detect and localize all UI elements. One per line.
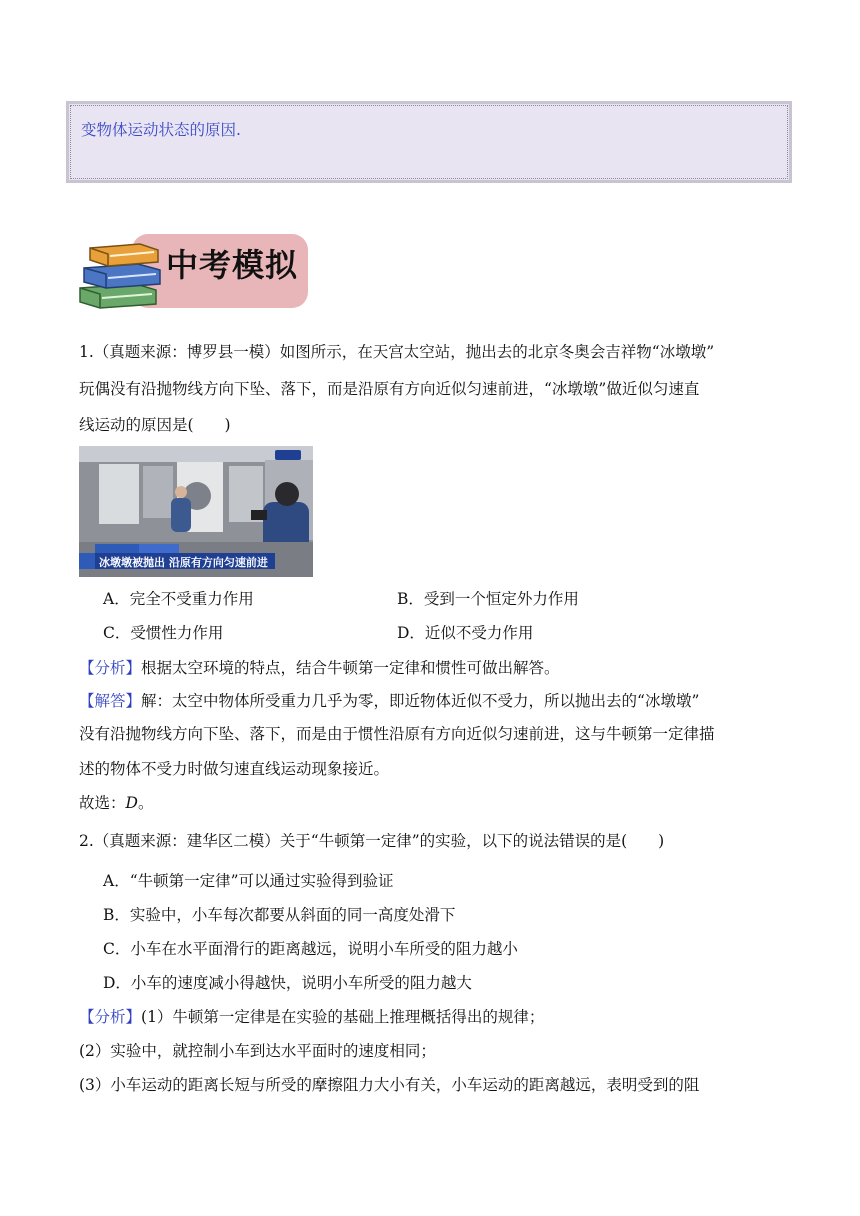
q2-analysis-line-2: (2）实验中，就控制小车到达水平面时的速度相同； <box>79 1042 436 1060</box>
section-title: 中考模拟 <box>166 246 299 284</box>
analysis-tag: 【分析】 <box>79 659 142 677</box>
q1-answer-line-3: 述的物体不受力时做匀速直线运动现象接近。 <box>79 760 390 778</box>
q1-choice <box>79 791 153 813</box>
choice-prefix: 故选： <box>79 794 126 812</box>
books-icon <box>76 238 166 310</box>
q1-answer-line-1 <box>79 689 699 711</box>
answer-text-1: 解：太空中物体所受重力几乎为零，即近物体近似不受力，所以抛出去的“冰墩墩” <box>141 692 700 710</box>
answer-tag: 【解答】 <box>79 692 142 710</box>
q1-stem-line-1: 1.（真题来源：博罗县一模）如图所示，在天宫太空站，抛出去的北京冬奥会吉祥物“冰墩墩” <box>79 343 715 361</box>
photo-caption: 冰墩墩被抛出 沿原有方向匀速前进 <box>99 556 268 569</box>
q2-option-c: C．小车在水平面滑行的距离越远，说明小车所受的阻力越小 <box>103 940 518 958</box>
q1-analysis <box>79 656 560 678</box>
q2-option-d: D．小车的速度减小得越快，说明小车所受的阻力越大 <box>103 974 472 992</box>
q2-option-b: B．实验中，小车每次都要从斜面的同一高度处滑下 <box>103 906 456 924</box>
q1-answer-line-2: 没有沿抛物线方向下坠、落下，而是由于惯性沿原有方向近似匀速前进，这与牛顿第一定律描 <box>79 725 715 743</box>
q2-option-a: A．“牛顿第一定律”可以通过实验得到验证 <box>103 872 394 890</box>
q1-option-c: C．受惯性力作用 <box>103 624 224 642</box>
summary-text: 变物体运动状态的原因. <box>81 121 241 139</box>
q1-stem-line-3: 线运动的原因是( ) <box>79 416 231 434</box>
q2-stem: 2.（真题来源：建华区二模）关于“牛顿第一定律”的实验，以下的说法错误的是( ) <box>79 832 665 850</box>
q1-option-d: D．近似不受力作用 <box>397 624 534 642</box>
q2-analysis-text-1: (1）牛顿第一定律是在实验的基础上推理概括得出的规律； <box>141 1008 545 1026</box>
q1-option-a: A．完全不受重力作用 <box>103 590 254 608</box>
summary-box <box>66 101 792 183</box>
choice-suffix: 。 <box>137 794 154 812</box>
section-banner <box>76 232 312 310</box>
q2-analysis-line-1 <box>79 1005 544 1027</box>
q2-analysis-tag: 【分析】 <box>79 1008 142 1026</box>
q1-option-b: B．受到一个恒定外力作用 <box>397 590 579 608</box>
choice-letter: D <box>125 794 138 812</box>
q1-stem-line-2: 玩偶没有沿抛物线方向下坠、落下，而是沿原有方向近似匀速前进，“冰墩墩”做近似匀速直 <box>79 380 700 398</box>
analysis-text: 根据太空环境的特点，结合牛顿第一定律和惯性可做出解答。 <box>141 659 560 677</box>
space-station-photo <box>79 446 313 577</box>
q2-analysis-line-3: (3）小车运动的距离长短与所受的摩擦阻力大小有关，小车运动的距离越远，表明受到的阻 <box>79 1076 700 1094</box>
